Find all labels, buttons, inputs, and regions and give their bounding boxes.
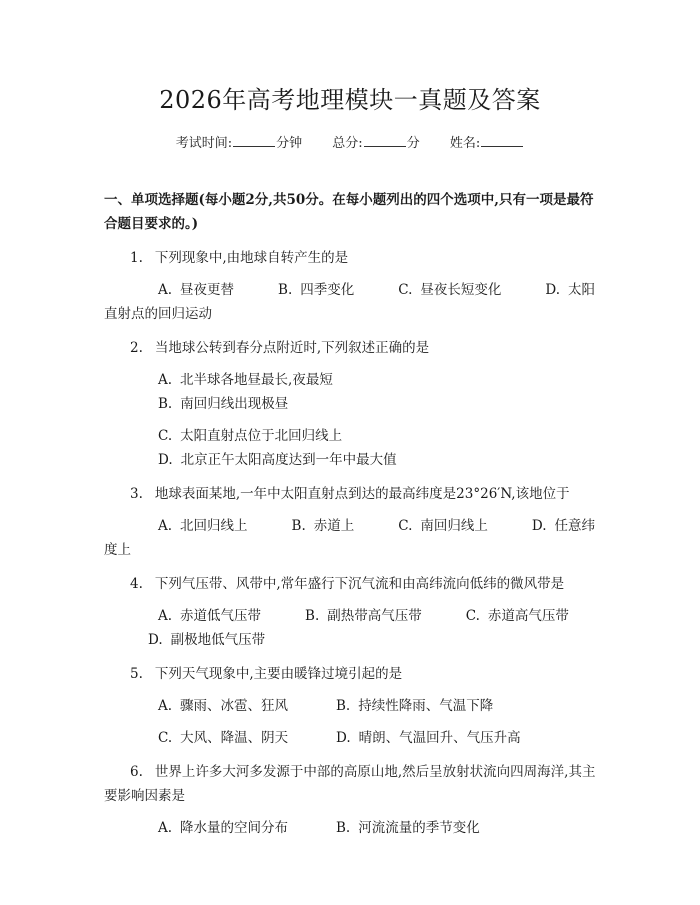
option-text: 副极地低气压带: [170, 632, 266, 648]
option-a: [158, 518, 248, 534]
option-row: [158, 368, 596, 416]
option-text: 骤雨、冰雹、狂风: [180, 698, 289, 714]
option-text: 南回归线上: [420, 518, 488, 534]
name-field: [450, 134, 524, 154]
question-text: 当地球公转到春分点附近时,下列叙述正确的是: [154, 340, 430, 356]
option-b: [336, 816, 480, 840]
exam-time-unit: 分钟: [276, 136, 303, 151]
question-text: 下列天气现象中,主要由暖锋过境引起的是: [154, 666, 403, 682]
option-b: [158, 392, 390, 416]
option-text: 四季变化: [300, 282, 355, 298]
option-letter: A.: [158, 698, 173, 714]
option-letter: B.: [336, 698, 351, 714]
question-number: 4.: [130, 576, 143, 592]
option-letter: A.: [158, 282, 173, 298]
option-text: 河流流量的季节变化: [358, 820, 480, 836]
option-d: [148, 632, 265, 648]
option-group: [104, 604, 596, 652]
option-group: [104, 514, 596, 562]
option-text: 赤道低气压带: [180, 608, 262, 624]
question-stem: [104, 246, 596, 270]
question-3: [104, 482, 596, 562]
option-d: [158, 448, 397, 472]
option-group: [104, 816, 596, 840]
question-4: [104, 572, 596, 652]
option-letter: A.: [158, 820, 173, 836]
option-text: 南回归线出现极昼: [180, 396, 289, 412]
option-letter: C.: [158, 730, 173, 746]
total-score-field: [332, 134, 419, 154]
question-text: 世界上许多大河多发源于中部的高原山地,然后呈放射状流向四周海洋,其主要影响因素是: [104, 764, 596, 804]
question-1: [104, 246, 596, 326]
option-letter: A.: [158, 372, 173, 388]
option-text: 赤道上: [313, 518, 355, 534]
question-2: [104, 336, 596, 472]
question-text: 下列现象中,由地球自转产生的是: [154, 250, 349, 266]
question-stem: [104, 482, 596, 506]
question-text: 下列气压带、风带中,常年盛行下沉气流和由高纬流向低纬的微风带是: [154, 576, 565, 592]
option-text: 北回归线上: [180, 518, 248, 534]
option-a: [158, 368, 390, 392]
section-heading: 一、单项选择题(每小题2分,共50分。在每小题列出的四个选项中,只有一项是最符合题目要求的。): [104, 192, 594, 232]
option-c: [466, 608, 569, 624]
question-number: 3.: [130, 486, 143, 502]
name-blank: [481, 134, 523, 147]
name-label: 姓名:: [449, 136, 481, 151]
option-text: 任意纬度上: [104, 518, 596, 558]
total-score-label: 总分:: [332, 136, 363, 151]
option-c: [398, 282, 501, 298]
option-group: [104, 368, 596, 472]
option-letter: C.: [398, 282, 413, 298]
question-stem: [104, 572, 596, 596]
exam-time-field: [176, 134, 302, 154]
option-letter: D.: [545, 282, 561, 298]
option-row: [158, 694, 596, 718]
option-d: [336, 726, 521, 750]
option-text: 昼夜长短变化: [420, 282, 502, 298]
option-c: [158, 726, 336, 750]
option-text: 北京正午太阳高度达到一年中最大值: [180, 452, 397, 468]
option-a: [158, 282, 234, 298]
question-number: 5.: [130, 666, 143, 682]
option-letter: B.: [291, 518, 306, 534]
option-text: 昼夜更替: [180, 282, 235, 298]
option-letter: B.: [305, 608, 320, 624]
option-text: 晴朗、气温回升、气压升高: [358, 730, 521, 746]
option-letter: B.: [336, 820, 351, 836]
question-stem: [104, 336, 596, 360]
option-b: [305, 608, 422, 624]
option-b: [336, 694, 493, 718]
page-title: 2026年高考地理模块一真题及答案: [159, 86, 541, 114]
option-row: [158, 726, 596, 750]
option-a: [158, 816, 336, 840]
option-a: [158, 608, 261, 624]
option-b: [278, 282, 354, 298]
option-group: [104, 278, 596, 326]
question-text: 地球表面某地,一年中太阳直射点到达的最高纬度是23°26′N,该地位于: [154, 486, 570, 502]
option-letter: B.: [278, 282, 293, 298]
option-text: 持续性降雨、气温下降: [358, 698, 494, 714]
option-text: 降水量的空间分布: [180, 820, 289, 836]
option-text: 太阳直射点的回归运动: [104, 282, 596, 322]
total-score-unit: 分: [406, 136, 420, 151]
option-group: [104, 694, 596, 750]
option-b: [292, 518, 355, 534]
option-letter: D.: [148, 632, 163, 648]
option-letter: C.: [398, 518, 413, 534]
option-letter: D.: [336, 730, 351, 746]
option-letter: C.: [158, 428, 173, 444]
question-number: 2.: [130, 340, 143, 356]
exam-info-line: [104, 134, 596, 154]
option-letter: A.: [158, 608, 173, 624]
option-row: [158, 424, 596, 472]
question-6: [104, 760, 596, 840]
option-letter: C.: [465, 608, 480, 624]
question-number: 1.: [130, 250, 143, 266]
option-c: [398, 518, 488, 534]
exam-time-label: 考试时间:: [175, 136, 233, 151]
exam-time-blank: [233, 134, 275, 147]
option-text: 北半球各地昼最长,夜最短: [180, 372, 333, 388]
option-c: [158, 424, 390, 448]
option-row: [158, 816, 596, 840]
total-score-blank: [364, 134, 406, 147]
option-text: 大风、降温、阴天: [180, 730, 289, 746]
option-letter: B.: [158, 396, 173, 412]
option-letter: D.: [531, 518, 547, 534]
option-letter: D.: [158, 452, 173, 468]
option-letter: A.: [158, 518, 173, 534]
question-5: [104, 662, 596, 750]
option-a: [158, 694, 336, 718]
question-number: 6.: [130, 764, 143, 780]
question-stem: [104, 662, 596, 686]
option-text: 副热带高气压带: [327, 608, 422, 624]
question-stem: [104, 760, 596, 808]
option-text: 赤道高气压带: [487, 608, 569, 624]
option-text: 太阳直射点位于北回归线上: [180, 428, 343, 444]
